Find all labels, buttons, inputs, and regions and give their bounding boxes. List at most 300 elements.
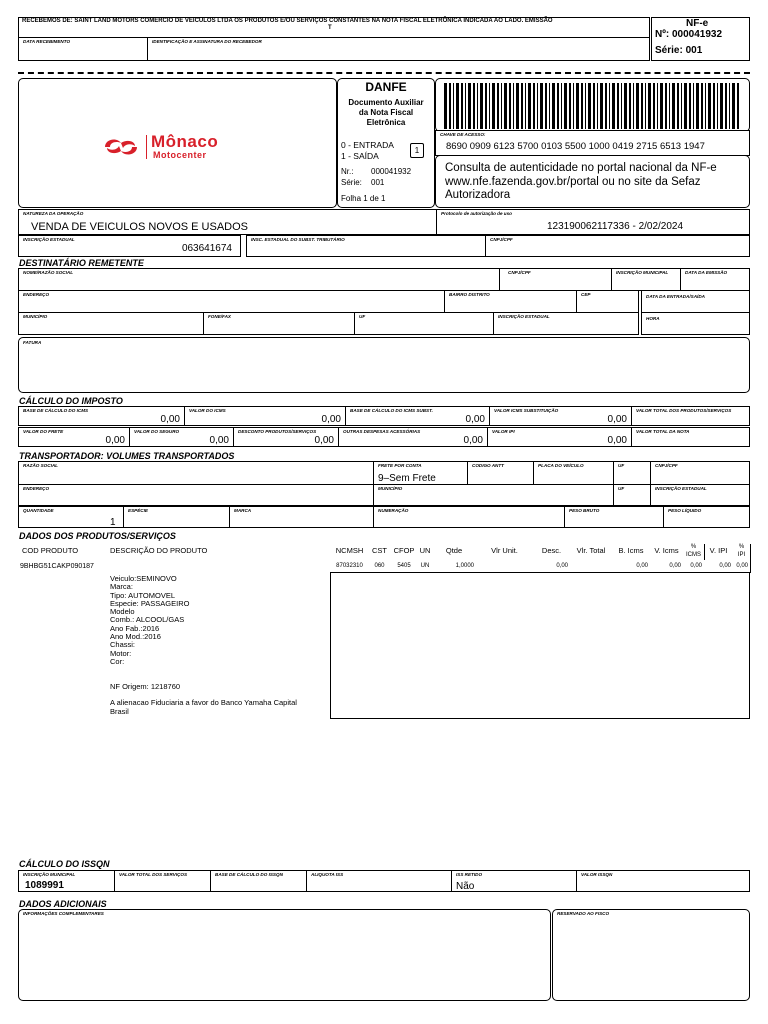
- receipt-date-box[interactable]: [18, 37, 148, 61]
- tax-field: [338, 427, 488, 447]
- product-header-label: Vlr Unit.: [491, 546, 518, 555]
- recipient-address-box[interactable]: [18, 290, 445, 313]
- barcode-bar: [561, 83, 562, 129]
- recipient-city-label: MUNICÍPIO: [23, 314, 48, 319]
- nfe-number: Nº: 000041932: [655, 29, 723, 40]
- barcode-bar: [617, 83, 619, 129]
- receipt-sign-label: IDENTIFICAÇÃO E ASSINATURA DO RECEBEDOR: [152, 39, 262, 44]
- antt-box[interactable]: [467, 461, 534, 485]
- danfe-exit: 1 - SAÍDA: [341, 151, 379, 161]
- product-header-label: Vlr. Total: [576, 546, 606, 555]
- description-line: Tipo: AUTOMOVEL: [110, 590, 176, 600]
- barcode-bar: [576, 83, 579, 129]
- logo-sub: Motocenter: [153, 150, 207, 160]
- product-cell: [650, 560, 684, 573]
- emitter-cnpj-box: [485, 235, 750, 257]
- tax-field: [345, 406, 490, 426]
- complementary-info-label: INFORMAÇÕES COMPLEMENTARES: [23, 911, 104, 916]
- product-header-cell: [106, 544, 331, 561]
- product-header-cell: [330, 544, 370, 561]
- product-cell-value: 0,00: [690, 563, 702, 569]
- qty-label: QUANTIDADE: [23, 508, 54, 513]
- tax-field-value: 0,00: [314, 435, 334, 446]
- recipient-im-box[interactable]: [611, 268, 681, 291]
- barcode-bar: [665, 83, 667, 129]
- recipient-uf-box[interactable]: [354, 312, 494, 335]
- product-header-cell: [612, 544, 651, 561]
- receipt-date-label: DATA RECEBIMENTO: [23, 39, 71, 44]
- hour-box[interactable]: [641, 312, 750, 335]
- tax-field: [184, 406, 346, 426]
- barcode-bar: [444, 83, 447, 129]
- barcode-bar: [737, 83, 739, 129]
- description-lines: [110, 575, 330, 716]
- barcode-bar: [653, 83, 655, 129]
- recipient-im-label: INSCRIÇÃO MUNICIPAL: [616, 270, 669, 275]
- carrier-name-box[interactable]: [18, 461, 374, 485]
- emission-date-label: DATA DA EMISSÃO: [685, 270, 728, 275]
- barcode-bar: [681, 83, 682, 129]
- product-cell-value: 9BHBG51CAKP090187: [20, 563, 94, 570]
- issqn-rate-box: [306, 870, 452, 892]
- danfe-serie-label: Série:: [341, 178, 362, 187]
- barcode-bar: [557, 83, 559, 129]
- barcode-bar: [696, 83, 699, 129]
- recipient-ie-box[interactable]: [493, 312, 639, 335]
- barcode-bar: [725, 83, 727, 129]
- tax-field-value: 0,00: [160, 414, 180, 425]
- tax-field-value: 0,00: [465, 414, 485, 425]
- ie-st-box: [246, 235, 486, 257]
- product-header-label: Desc.: [541, 546, 562, 555]
- nature-box: [18, 209, 437, 235]
- recipient-cep-label: CEP: [581, 292, 591, 297]
- gross-weight-box[interactable]: [564, 506, 664, 528]
- description-line: NF Origem: 1218760: [110, 681, 181, 691]
- issqn-im-value: 1089991: [25, 880, 64, 891]
- tax-field: [129, 427, 234, 447]
- product-header-label: CST: [372, 546, 387, 555]
- barcode-bar: [533, 83, 535, 129]
- barcode-bar: [605, 83, 607, 129]
- product-cell: [704, 560, 734, 573]
- danfe-entry: 0 - ENTRADA: [341, 140, 394, 150]
- description-line: Chassi:: [110, 640, 136, 650]
- barcode-bar: [456, 83, 459, 129]
- recipient-address-label: ENDEREÇO: [23, 292, 50, 297]
- carrier-cnpj-label: CNPJ/CPF: [655, 463, 678, 468]
- tax-field: [487, 427, 632, 447]
- product-cell-value: 0,00: [736, 563, 748, 569]
- product-cell: [733, 560, 751, 573]
- barcode-bar: [641, 83, 643, 129]
- barcode-icon: [444, 83, 742, 129]
- tax-field-label: BASE DE CÁLCULO DO ICMS: [23, 408, 89, 413]
- tax-field-label: VALOR DO FRETE: [23, 429, 64, 434]
- barcode-bar: [677, 83, 679, 129]
- carrier-city-box[interactable]: [373, 484, 614, 506]
- barcode-bar: [525, 83, 526, 129]
- tax-field-value: 0,00: [607, 435, 627, 446]
- freight-label: FRETE POR CONTA: [378, 463, 422, 468]
- product-description: [110, 575, 330, 716]
- product-header-label: DESCRIÇÃO DO PRODUTO: [110, 546, 208, 555]
- danfe-nr-label: Nr.:: [341, 167, 354, 176]
- barcode-bar: [624, 83, 627, 129]
- protocol-value: 123190062117336 - 2/02/2024: [547, 221, 684, 232]
- nfe-title: NF-e: [686, 18, 709, 29]
- carrier-name-label: RAZÃO SOCIAL: [23, 463, 58, 468]
- barcode-bar: [708, 83, 711, 129]
- product-cell: [612, 560, 651, 573]
- barcode-bar: [473, 83, 475, 129]
- entry-date-box[interactable]: [641, 290, 750, 313]
- product-cell-value: UN: [420, 563, 430, 569]
- issqn-value-label: VALOR ISSQN: [581, 872, 613, 877]
- recipient-phone-box[interactable]: [203, 312, 355, 335]
- product-header-label: COD PRODUTO: [22, 546, 79, 555]
- product-header-cell: [390, 544, 419, 561]
- issqn-section-title: CÁLCULO DO ISSQN: [19, 859, 110, 869]
- product-cell-value: 0,00: [719, 563, 731, 569]
- description-line: Ano Mod.:2016: [110, 632, 161, 642]
- product-cell-value: 0,00: [556, 563, 568, 569]
- products-section-title: DADOS DOS PRODUTOS/SERVIÇOS: [19, 531, 176, 541]
- product-header-cell: [369, 544, 391, 561]
- product-cell: [418, 560, 433, 573]
- recipient-cnpj-box[interactable]: [499, 268, 612, 291]
- description-line: Marca:: [110, 582, 133, 592]
- barcode-bar: [513, 83, 514, 129]
- tax-field-label: VALOR TOTAL DOS PRODUTOS/SERVIÇOS: [636, 408, 732, 413]
- ie-label: INSCRIÇÃO ESTADUAL: [23, 237, 75, 242]
- barcode-bar: [621, 83, 622, 129]
- issqn-base-label: BASE DE CÁLCULO DO ISSQN: [215, 872, 283, 877]
- tax-field-value: 0,00: [209, 435, 229, 446]
- carrier-cnpj-box[interactable]: [650, 461, 750, 485]
- description-line: Especie: PASSAGEIRO: [110, 598, 190, 608]
- tax-field-value: 0,00: [607, 414, 627, 425]
- product-header-cell: [533, 544, 571, 561]
- product-header-label: B. Icms: [618, 546, 644, 555]
- barcode-bar: [588, 83, 591, 129]
- issqn-base-box: [210, 870, 307, 892]
- product-header-aliquot: [733, 544, 751, 561]
- description-line: [110, 666, 330, 674]
- issqn-total-box: [114, 870, 211, 892]
- product-header-cell: [18, 544, 107, 561]
- barcode-bar: [480, 83, 483, 129]
- carrier-uf-label: UF: [618, 463, 625, 468]
- barcode-bar: [720, 83, 723, 129]
- emitter-box: [18, 78, 337, 208]
- product-cell: [432, 560, 477, 573]
- barcode-bar: [660, 83, 663, 129]
- access-key-label: CHAVE DE ACESSO:: [440, 132, 486, 137]
- barcode-bar: [657, 83, 658, 129]
- issqn-im-box: [18, 870, 115, 892]
- tax-field-label: VALOR TOTAL DA NOTA: [636, 429, 690, 434]
- issqn-im-label: INSCRIÇÃO MUNICIPAL: [23, 872, 76, 877]
- product-header-aliquot: [683, 544, 705, 561]
- product-header-cell: [650, 544, 684, 561]
- protocol-label: Protocolo de autorização de uso: [441, 211, 512, 216]
- barcode-bar: [516, 83, 519, 129]
- logo-divider: [146, 135, 147, 159]
- issqn-rate-label: ALIQUOTA ISS: [311, 872, 344, 877]
- barcode-bar: [701, 83, 703, 129]
- product-header-cell: [432, 544, 477, 561]
- barcode-bar: [732, 83, 735, 129]
- access-key-box: [435, 130, 750, 156]
- brand-label: MARCA: [234, 508, 252, 513]
- nfe-badge: [651, 17, 750, 61]
- issqn-retained-value: Não: [456, 881, 475, 892]
- ie-box: [18, 235, 241, 257]
- description-line: Veiculo:SEMINOVO: [110, 574, 177, 583]
- barcode-bar: [597, 83, 598, 129]
- emitter-cnpj-label: CNPJ/CPF: [490, 237, 513, 242]
- tax-field: [631, 427, 750, 447]
- recipient-district-box[interactable]: [444, 290, 577, 313]
- barcode-bar: [504, 83, 507, 129]
- receipt-text-2: T: [328, 25, 332, 31]
- issqn-value-box: [576, 870, 750, 892]
- barcode-bar: [648, 83, 651, 129]
- danfe-box: [337, 78, 435, 208]
- description-line: A alienacao Fiduciaria a favor do Banco Yamaha Capital: [110, 698, 297, 708]
- product-header-cell: [570, 544, 613, 561]
- ie-value: 063641674: [181, 243, 232, 254]
- barcode-bar: [612, 83, 615, 129]
- danfe-serie-value: 001: [371, 178, 385, 187]
- barcode-bar: [600, 83, 603, 129]
- nature-value: VENDA DE VEICULOS NOVOS E USADOS: [31, 221, 249, 233]
- species-box[interactable]: [123, 506, 230, 528]
- logo-brand: Mônaco: [151, 132, 219, 151]
- product-cell-value: 0,00: [636, 563, 648, 569]
- nfe-serie: Série: 001: [655, 45, 703, 56]
- barcode-bar: [713, 83, 715, 129]
- description-line: Motor:: [110, 648, 132, 658]
- product-cell: [18, 560, 107, 719]
- barcode-bar: [581, 83, 583, 129]
- barcode-bar: [645, 83, 646, 129]
- recipient-name-box[interactable]: [18, 268, 500, 291]
- freight-box[interactable]: [373, 461, 468, 485]
- invoice-box: [18, 337, 750, 393]
- emission-date-box[interactable]: [680, 268, 750, 291]
- product-header-cell: [418, 544, 433, 561]
- barcode-bar: [449, 83, 451, 129]
- product-cell: [570, 560, 613, 573]
- barcode-bar: [672, 83, 675, 129]
- carrier-uf2-box[interactable]: [613, 484, 651, 506]
- aliquot-bottom: ICMS: [686, 552, 701, 558]
- barcode-bar: [609, 83, 610, 129]
- recipient-ie-label: INSCRIÇÃO ESTADUAL: [498, 314, 550, 319]
- carrier-address-label: ENDEREÇO: [23, 486, 50, 491]
- barcode-bar: [689, 83, 691, 129]
- tax-field-label: BASE DE CÁLCULO DO ICMS SUBST.: [350, 408, 433, 413]
- product-cell: [683, 560, 705, 573]
- barcode-bar: [569, 83, 571, 129]
- product-cell: [369, 560, 391, 573]
- barcode-bar: [509, 83, 511, 129]
- danfe-nr-value: 000041932: [371, 167, 412, 176]
- barcode-bar: [684, 83, 687, 129]
- product-header-cell: [704, 544, 734, 561]
- product-header-label: V. IPI: [709, 546, 728, 555]
- product-header-label: CFOP: [393, 546, 415, 555]
- issqn-retained-label: ISS RETIDO: [456, 872, 483, 877]
- barcode-bar: [585, 83, 586, 129]
- barcode-bar: [693, 83, 694, 129]
- recipient-cep-box[interactable]: [576, 290, 639, 313]
- issqn-total-label: VALOR TOTAL DOS SERVIÇOS: [119, 872, 188, 877]
- barcode-bar: [485, 83, 487, 129]
- product-header-label: NCMSH: [335, 546, 364, 555]
- cut-line: [18, 72, 750, 74]
- carrier-section-title: TRANSPORTADOR: VOLUMES TRANSPORTADOS: [19, 451, 235, 461]
- description-line: Comb.: ALCOOL/GAS: [110, 615, 185, 625]
- brand-box[interactable]: [229, 506, 374, 528]
- plate-box[interactable]: [533, 461, 614, 485]
- consult-box: [435, 155, 750, 208]
- description-line: Modelo: [110, 607, 135, 617]
- tax-field-label: OUTRAS DESPESAS ACESSÓRIAS: [343, 429, 421, 434]
- recipient-district-label: BAIRRO DISTRITO: [449, 292, 490, 297]
- barcode-box: [435, 78, 750, 132]
- product-cell-value: 5405: [397, 563, 411, 569]
- barcode-bar: [489, 83, 490, 129]
- complementary-info-box[interactable]: [18, 909, 551, 1001]
- product-cell-value: 1,0000: [455, 563, 474, 569]
- reserved-label: RESERVADO AO FISCO: [557, 911, 610, 916]
- recipient-cnpj-label: CNPJ/CPF: [508, 270, 531, 275]
- carrier-ie-box[interactable]: [650, 484, 750, 506]
- barcode-bar: [537, 83, 538, 129]
- tax-field-value: 0,00: [321, 414, 341, 425]
- receipt-sign-box[interactable]: [147, 37, 650, 61]
- entry-date-label: DATA DA ENTRADA/SAÍDA: [646, 294, 705, 299]
- danfe-title: DANFE: [365, 80, 407, 94]
- description-line: Brasil: [110, 706, 129, 716]
- invoice-label: FATURA: [23, 340, 42, 345]
- tax-field-label: VALOR DO ICMS: [189, 408, 226, 413]
- nature-label: NATUREZA DA OPERAÇÃO: [23, 211, 84, 216]
- barcode-bar: [501, 83, 502, 129]
- qty-box[interactable]: [18, 506, 124, 528]
- product-header-label: Qtde: [445, 546, 463, 555]
- danfe-type-box: 1: [410, 143, 424, 158]
- barcode-bar: [545, 83, 547, 129]
- product-header-cell: [476, 544, 534, 561]
- carrier-uf2-label: UF: [618, 486, 625, 491]
- issqn-retained-box: [451, 870, 577, 892]
- aliquot-top: %: [738, 544, 745, 550]
- plate-label: PLACA DO VEÍCULO: [538, 463, 584, 468]
- tax-field-label: VALOR DO SEGURO: [134, 429, 180, 434]
- product-header-label: V. Icms: [654, 546, 679, 555]
- barcode-bar: [633, 83, 634, 129]
- tax-field-value: 0,00: [463, 435, 483, 446]
- tax-field-label: VALOR ICMS SUBSTITUIÇÃO: [494, 408, 559, 413]
- barcode-bar: [477, 83, 478, 129]
- barcode-bar: [453, 83, 454, 129]
- product-cell: [476, 560, 534, 573]
- tax-field: [18, 427, 130, 447]
- tax-field: [631, 406, 750, 426]
- consult-text: Consulta de autenticidade no portal nacional da NF-e www.nfe.fazenda.gov.br/portal ou no site da Sefaz Autorizadora: [445, 162, 717, 201]
- barcode-bar: [717, 83, 718, 129]
- product-cell-value: 060: [374, 563, 385, 569]
- monaco-logo-icon: [101, 135, 141, 159]
- tax-field-value: 0,00: [105, 435, 125, 446]
- product-cell: [533, 560, 571, 573]
- aliquot-top: %: [690, 544, 697, 550]
- tax-field: [489, 406, 632, 426]
- product-cell-value: 87032310: [336, 563, 363, 569]
- tax-field-label: DESCONTO PRODUTOS/SERVIÇOS: [238, 429, 317, 434]
- recipient-name-label: NOME/RAZÃO SOCIAL: [23, 270, 74, 275]
- barcode-bar: [573, 83, 574, 129]
- species-label: ESPÉCIE: [128, 508, 148, 513]
- danfe-subtitle: Documento Auxiliar da Nota Fiscal Eletrônica: [348, 98, 424, 127]
- carrier-ie-label: INSCRIÇÃO ESTADUAL: [655, 486, 707, 491]
- product-cell-value: 0,00: [669, 563, 681, 569]
- description-line: Cor:: [110, 656, 125, 666]
- carrier-address-box[interactable]: [18, 484, 374, 506]
- barcode-bar: [593, 83, 595, 129]
- recipient-city-box[interactable]: [18, 312, 204, 335]
- tax-field: [233, 427, 339, 447]
- barcode-bar: [629, 83, 631, 129]
- gross-weight-label: PESO BRUTO: [569, 508, 600, 513]
- danfe-page: Folha 1 de 1: [341, 194, 386, 203]
- freight-value: 9–Sem Frete: [378, 473, 436, 484]
- product-cell: [330, 560, 370, 573]
- qty-value: 1: [110, 517, 116, 528]
- ie-st-label: INSC. ESTADUAL DO SUBST. TRIBUTÁRIO: [251, 237, 345, 242]
- barcode-bar: [705, 83, 706, 129]
- barcode-bar: [465, 83, 466, 129]
- reserved-box: [552, 909, 750, 1001]
- barcode-bar: [528, 83, 531, 129]
- tax-field-label: VALOR IPI: [492, 429, 515, 434]
- barcode-bar: [552, 83, 555, 129]
- recipient-phone-label: FONE/FAX: [208, 314, 231, 319]
- carrier-city-label: MUNICÍPIO: [378, 486, 403, 491]
- barcode-bar: [461, 83, 463, 129]
- additional-section-title: DADOS ADICIONAIS: [19, 899, 107, 909]
- numbering-box[interactable]: [373, 506, 565, 528]
- access-key-value: 8690 0909 6123 5700 0103 5500 1000 0419 2715 6513 1947: [446, 141, 705, 152]
- barcode-bar: [492, 83, 495, 129]
- recipient-section-title: DESTINATÁRIO REMETENTE: [19, 258, 144, 268]
- description-line: Ano Fab.:2016: [110, 623, 160, 633]
- net-weight-box[interactable]: [663, 506, 750, 528]
- protocol-box: [436, 209, 750, 235]
- barcode-bar: [540, 83, 543, 129]
- barcode-bar: [468, 83, 471, 129]
- antt-label: CODIGO ANTT: [472, 463, 504, 468]
- barcode-bar: [521, 83, 523, 129]
- carrier-uf-box[interactable]: [613, 461, 651, 485]
- aliquot-bottom: IPI: [737, 552, 746, 558]
- numbering-label: NUMERAÇÃO: [378, 508, 409, 513]
- tax-section-title: CÁLCULO DO IMPOSTO: [19, 396, 123, 406]
